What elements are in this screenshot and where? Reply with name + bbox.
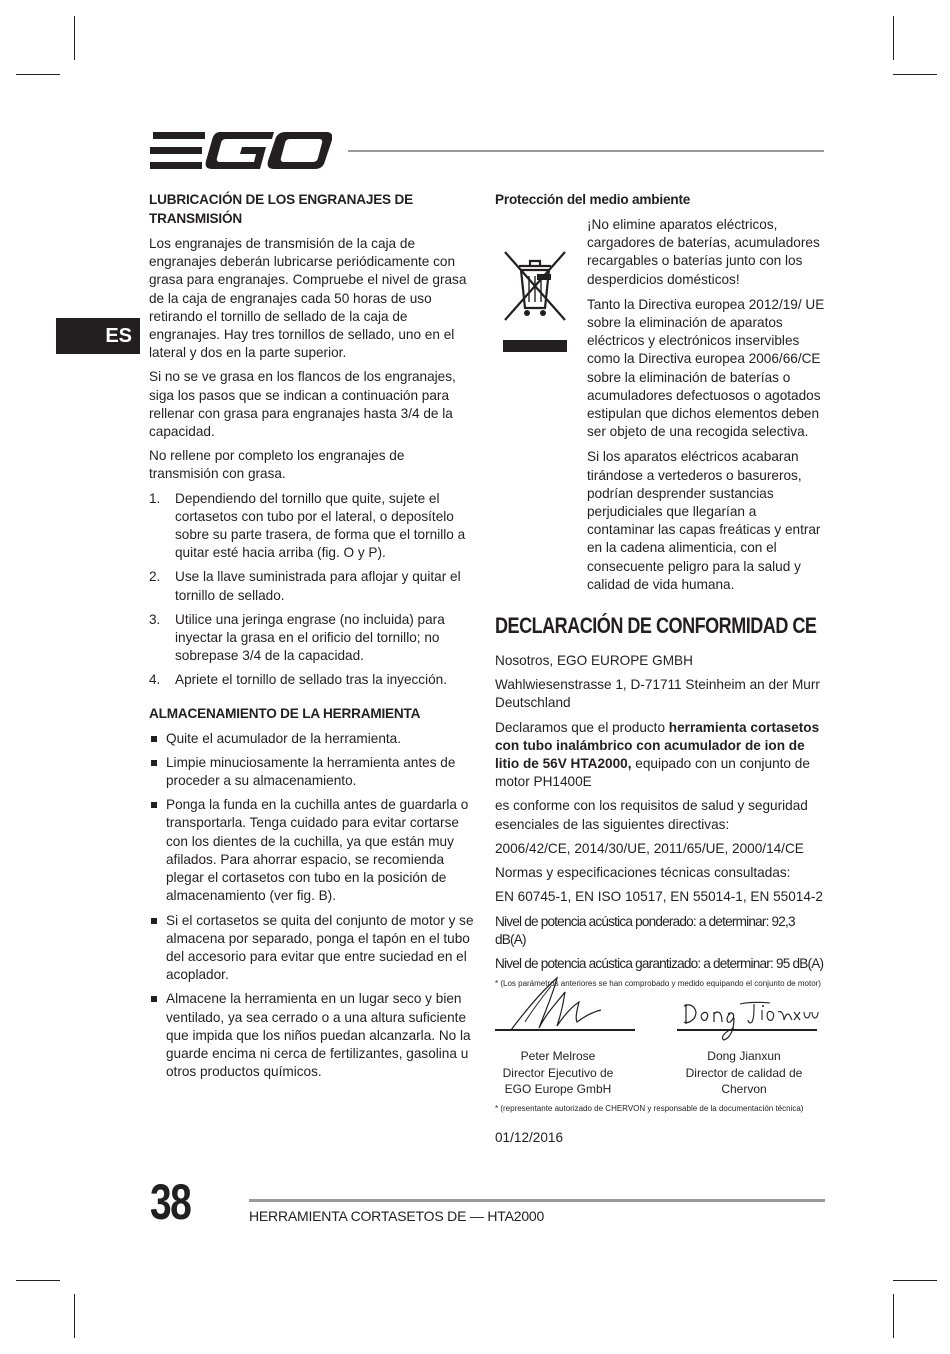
- step-number: 2.: [149, 569, 161, 585]
- list-item: [149, 796, 475, 905]
- left-column: [149, 190, 475, 1087]
- standards-label: Normas y especificaciones técnicas consultadas:: [495, 865, 791, 881]
- step-number: 1.: [149, 490, 161, 506]
- crop-mark: [893, 16, 894, 60]
- product-name: herramienta cortasetos con tubo inalámbrico con acumulador de ion de litio de 56V HTA2000,: [495, 719, 820, 772]
- environment-paragraph: Tanto la Directiva europea 2012/19/ UE sobre la eliminación de aparatos eléctricos y electrónicos inservibles como la Directiva europea 2006/66/CE sobre la eliminación de baterías o acumuladores defectuosos o agotados estipulan que dichos elementos deben ser objeto de una recogida selectiva.: [587, 296, 825, 440]
- lubrication-heading: LUBRICACIÓN DE LOS ENGRANAJES DE TRANSMISIÓN: [149, 192, 413, 226]
- crop-mark: [893, 1280, 937, 1281]
- sound-power-measured: Nivel de potencia acústica ponderado: a determinar: 92,3 dB(A): [495, 913, 795, 947]
- footnote: * (representante autorizado de CHERVON y responsable de la documentación técnica): [495, 1104, 804, 1113]
- bullet-text: Si el cortasetos se quita del conjunto de motor y se almacena por separado, ponga el tapón en el tubo del accesorio para evitar que entre suciedad en el acoplador.: [166, 912, 474, 983]
- signature-line: [495, 1029, 635, 1031]
- signer-name: Dong Jianxun: [707, 1049, 781, 1063]
- declaration-directives: 2006/42/CE, 2014/30/UE, 2011/65/UE, 2000/14/CE: [495, 840, 804, 856]
- list-item: [149, 490, 475, 563]
- signer-block: [674, 1048, 814, 1098]
- square-bullet-icon: [151, 802, 157, 808]
- signer-title: Chervon: [721, 1082, 767, 1096]
- step-text: Dependiendo del tornillo que quite, sujete el cortasetos con tubo por el lateral, o deposítelo sobre su parte trasera, de forma que el tornillo a quitar esté hacia arriba (fig. O y P).: [175, 490, 466, 561]
- declaration-title: DECLARACIÓN DE CONFORMIDAD CE: [495, 613, 817, 639]
- declare-prefix: Declaramos que el producto: [495, 719, 666, 735]
- footer-title: HERRAMIENTA CORTASETOS DE — HTA2000: [249, 1208, 545, 1224]
- step-text: Apriete el tornillo de sellado tras la inyección.: [175, 672, 448, 688]
- crop-mark: [16, 74, 60, 75]
- list-item: [149, 730, 475, 748]
- header-rule: [348, 150, 824, 152]
- declare-suffix: equipado con un conjunto de motor PH1400E: [495, 756, 810, 790]
- signature-dong-jianxun: [680, 994, 820, 1042]
- bullet-text: Ponga la funda en la cuchilla antes de guardarla o transportarla. Tenga cuidado para evitar cortarse con los dientes de la cuchilla, ya que están muy afilados. Para ahorrar espacio, se recomienda plegar el cortasetos con tubo en la posición de almacenamiento (ver fig. B).: [166, 797, 469, 904]
- step-text: Utilice una jeringa engrase (no incluida) para inyectar la grasa en el orificio del tornillo; no sobrepase 3/4 de la capacidad.: [175, 611, 445, 664]
- signature-peter-melrose: [505, 972, 605, 1034]
- environment-section: [495, 216, 825, 594]
- environment-paragraph: ¡No elimine aparatos eléctricos, cargadores de baterías, acumuladores recargables o baterías junto con los desperdicios domésticos!: [587, 217, 820, 287]
- list-item: [149, 990, 475, 1081]
- page-number: 38: [150, 1174, 191, 1230]
- step-number: 4.: [149, 672, 161, 688]
- square-bullet-icon: [151, 760, 157, 766]
- declaration-we: Nosotros, EGO EUROPE GMBH: [495, 653, 693, 669]
- crop-mark: [893, 74, 937, 75]
- declaration-product: [495, 719, 825, 792]
- crossed-out-bin-icon: [499, 244, 571, 352]
- environment-heading: Protección del medio ambiente: [495, 192, 691, 207]
- list-item: [149, 671, 475, 689]
- bullet-text: Quite el acumulador de la herramienta.: [166, 730, 401, 746]
- footer-rule: [249, 1199, 825, 1202]
- crop-mark: [16, 1280, 60, 1281]
- ego-logo: [150, 130, 332, 172]
- step-text: Use la llave suministrada para aflojar y quitar el tornillo de sellado.: [175, 569, 461, 603]
- crop-mark: [74, 1294, 75, 1338]
- square-bullet-icon: [151, 736, 157, 742]
- lubrication-paragraph: Si no se ve grasa en los flancos de los engranajes, siga los pasos que se indican a continuación para rellenar con grasa para engranajes hasta 3/4 de la capacidad.: [149, 369, 456, 440]
- storage-heading: ALMACENAMIENTO DE LA HERRAMIENTA: [149, 705, 421, 721]
- list-item: [149, 611, 475, 666]
- storage-list: [149, 730, 475, 1082]
- square-bullet-icon: [151, 918, 157, 924]
- declaration-conform: es conforme con los requisitos de salud y seguridad esenciales de las siguientes directivas:: [495, 798, 808, 832]
- declaration-heading: [495, 612, 817, 640]
- bullet-text: Limpie minuciosamente la herramienta antes de proceder a su almacenamiento.: [166, 754, 456, 789]
- lubrication-paragraph: No rellene por completo los engranajes de transmisión con grasa.: [149, 448, 405, 482]
- declaration-date: 01/12/2016: [495, 1130, 564, 1145]
- list-item: [149, 912, 475, 985]
- signer-block: [488, 1048, 628, 1098]
- signature-line: [677, 1029, 817, 1031]
- signer-name: Peter Melrose: [520, 1049, 596, 1063]
- crop-mark: [74, 16, 75, 60]
- crop-mark: [893, 1294, 894, 1338]
- sound-power-guaranteed: Nivel de potencia acústica garantizado: a determinar: 95 dB(A): [495, 955, 824, 971]
- signer-title: EGO Europe GmbH: [504, 1082, 612, 1096]
- signer-title: Director de calidad de: [685, 1065, 803, 1080]
- bullet-text: Almacene la herramienta en un lugar seco y bien ventilado, ya sea cerrado o a una altura suficiente que impida que los niños puedan alcanzarla. No la guarde encima ni cerca de fertilizantes, gasolina u otros productos químicos.: [166, 991, 471, 1080]
- environment-paragraph: Si los aparatos eléctricos acabaran tirándose a vertederos o basureros, podrían desprender sustancias perjudiciales que llegarían a contaminar las capas freáticas y entrar en la cadena alimenticia, con el consecuente peligro para la salud y calidad de vida humana.: [587, 449, 821, 592]
- right-column: [495, 190, 825, 995]
- square-bullet-icon: [151, 996, 157, 1002]
- signer-title: Director Ejecutivo de: [502, 1065, 614, 1080]
- list-item: [149, 754, 475, 790]
- declaration-address: Wahlwiesenstrasse 1, D-71711 Steinheim an der Murr Deutschland: [495, 677, 820, 711]
- language-tab: ES: [56, 318, 140, 354]
- step-number: 3.: [149, 611, 161, 627]
- standards-list: EN 60745-1, EN ISO 10517, EN 55014-1, EN 55014-2: [495, 889, 823, 905]
- lubrication-paragraph: Los engranajes de transmisión de la caja de engranajes deberán lubricarse periódicamente con grasa para engranajes. Compruebe el nivel de grasa de la caja de engranajes cada 50 horas de uso retirando el tornillo de sellado de la caja de engranajes. Hay tres tornillos de sellado, uno en el lateral y dos en la parte superior.: [149, 236, 467, 361]
- list-item: [149, 568, 475, 604]
- lubrication-steps: [149, 490, 475, 690]
- footnote: * (Los parámetros anteriores se han comprobado y medido equipando el conjunto de motor): [495, 979, 821, 989]
